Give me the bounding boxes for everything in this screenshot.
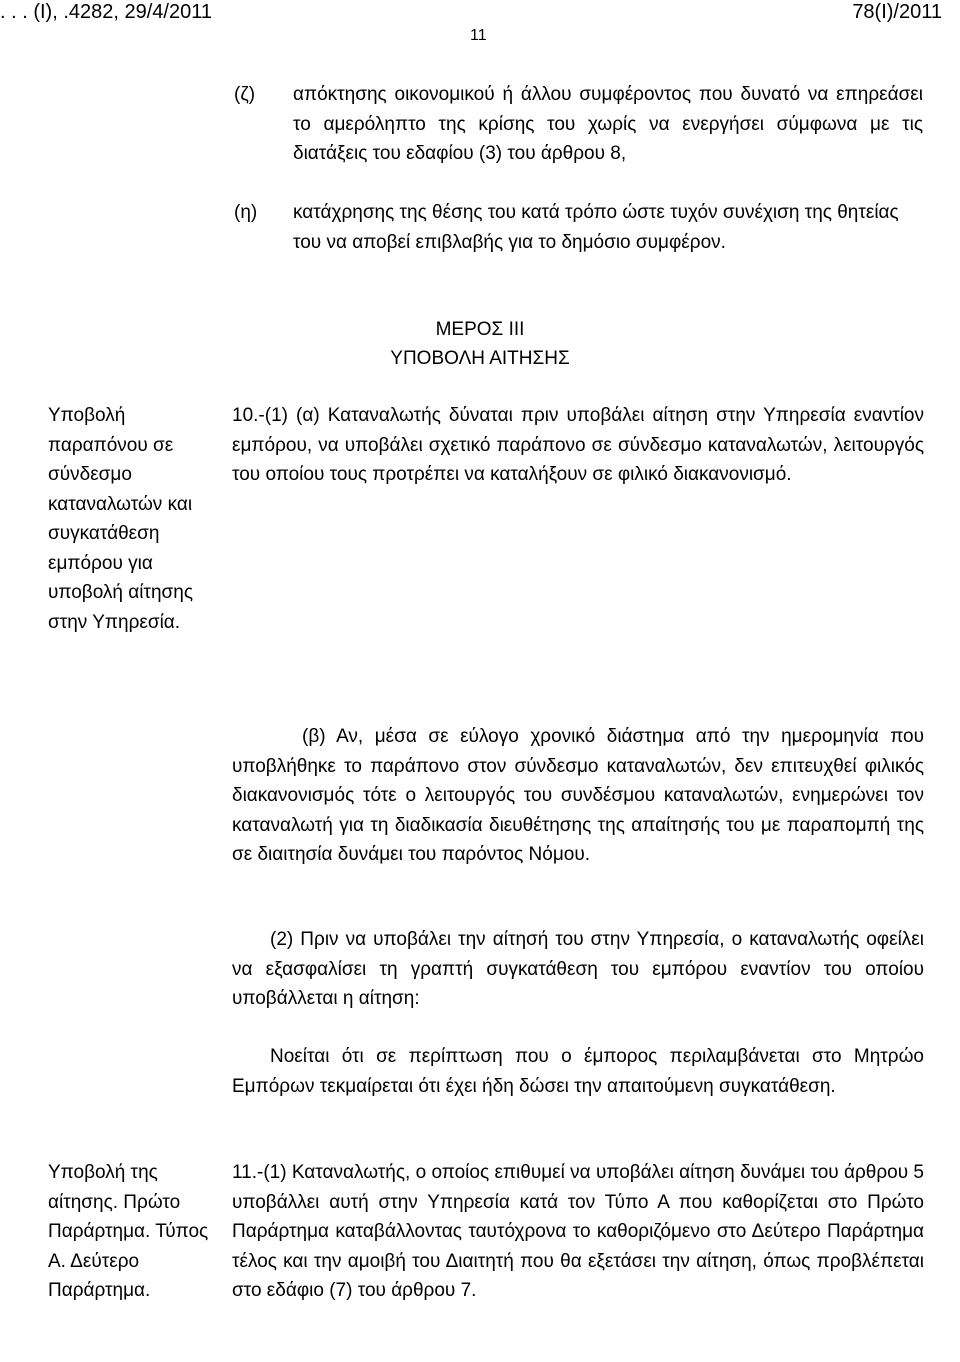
section-10-paragraph-1: 10.-(1) (α) Καταναλωτής δύναται πριν υποβάλει αίτηση στην Υπηρεσία εναντίον εμπόρου, να υποβάλει σχετικό παράπονο σε σύνδεσμο καταναλωτών, λειτουργός του οποίου τους προτρέπει να καταλήξουν σε φιλικό διακανονισμό.	[232, 405, 924, 485]
item-text-eta: κατάχρησης της θέσης του κατά τρόπο ώστε τυχόν συνέχιση της θητείας του να αποβεί επιβλαβής για το δημόσιο συμφέρον.	[293, 202, 899, 253]
section-10-paragraph-2: (β) Αν, μέσα σε εύλογο χρονικό διάστημα από την ημερομηνία που υποβλήθηκε το παράπονο στον σύνδεσμο καταναλωτών, δεν επιτευχθεί φιλικός διακανονισμός τότε ο λειτουργός του συνδέσμου καταναλωτών, ενημερώνει τον καταναλωτή για τη διαδικασία διευθέτησης της απαίτησής του με παραπομπή της σε διαιτησία δυνάμει του παρόντος Νόμου.	[232, 726, 924, 865]
item-label-zeta: (ζ)	[234, 84, 256, 105]
part-title: ΥΠΟΒΟΛΗ ΑΙΤΗΣΗΣ	[390, 348, 570, 369]
item-text-zeta: απόκτησης οικονομικού ή άλλου συμφέροντος που δυνατό να επηρεάσει το αμερόληπτο της κρίσης του χωρίς να ενεργήσει σύμφωνα με τις διατάξεις του εδαφίου (3) του άρθρου 8,	[293, 84, 923, 164]
part-number: ΜΕΡΟΣ III	[435, 319, 525, 340]
section-11-paragraph-1: 11.-(1) Καταναλωτής, ο οποίος επιθυμεί να υποβάλει αίτηση δυνάμει του άρθρου 5 υποβάλλει αυτή στην Υπηρεσία κατά τον Τύπο Α που καθορίζεται στο Πρώτο Παράρτημα καταβάλλοντας ταυτόχρονα το καθοριζόμενο στο Δεύτερο Παράρτημα τέλος και την αμοιβή του Διαιτητή που θα εξετάσει την αίτηση, όπως προβλέπεται στο εδάφιο (7) του άρθρου 7.	[232, 1162, 924, 1301]
item-label-eta: (η)	[234, 202, 258, 223]
page-number: 11	[470, 27, 487, 44]
section-10-proviso: Νοείται ότι σε περίπτωση που ο έμπορος περιλαμβάνεται στο Μητρώο Εμπόρων τεκμαίρεται ότι έχει ήδη δώσει την απαιτούμενη συγκατάθεση.	[232, 1046, 924, 1097]
section-10-paragraph-3: (2) Πριν να υποβάλει την αίτησή του στην Υπηρεσία, ο καταναλωτής οφείλει να εξασφαλίσει τη γραπτή συγκατάθεση του εμπόρου εναντίον του οποίου υποβάλλεται η αίτηση:	[232, 929, 924, 1009]
header-law-number: 78(Ι)/2011	[852, 1, 942, 23]
margin-note-section-11: Υποβολή της αίτησης. Πρώτο Παράρτημα. Τύπος Α. Δεύτερο Παράρτημα.	[48, 1162, 209, 1301]
margin-note-section-10: Υποβολή παραπόνου σε σύνδεσμο καταναλωτών και συγκατάθεση εμπόρου για υποβολή αίτησης στην Υπηρεσία.	[48, 405, 194, 633]
header-gazette-reference: . . . (Ι), .4282, 29/4/2011	[0, 1, 212, 23]
